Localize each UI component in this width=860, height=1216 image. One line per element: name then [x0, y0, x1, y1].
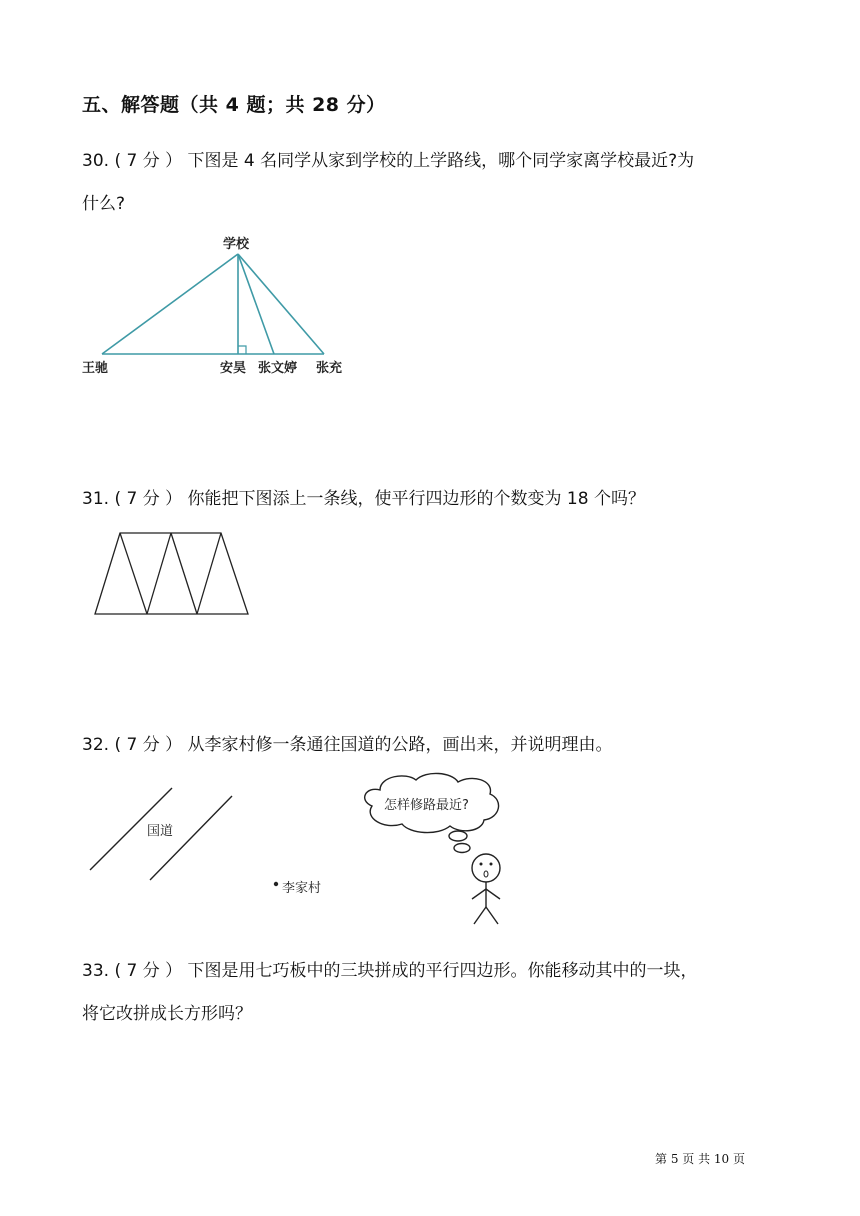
question-32-line1: 32. ( 7 分 ） 从李家村修一条通往国道的公路，画出来，并说明理由。: [82, 735, 613, 755]
question-33-line2: 将它改拼成长方形吗？: [82, 1004, 252, 1024]
question-31-line1: 31. ( 7 分 ） 你能把下图添上一条线，使平行四边形的个数变为 18 个吗？: [82, 489, 645, 509]
question-30-line1: 30. ( 7 分 ） 下图是 4 名同学从家到学校的上学路线，哪个同学家离学校最近?为: [82, 151, 695, 171]
stick-figure-eye-right: [490, 863, 493, 866]
section-title: 五、解答题（共 4 题；共 28 分）: [82, 94, 386, 116]
question-30-figure: [80, 232, 350, 377]
thought-text: 怎样修路最近?: [384, 798, 469, 813]
stick-figure-eye-left: [480, 863, 483, 866]
stick-figure-leg-right: [486, 907, 498, 924]
thought-bubble-2: [454, 844, 470, 853]
village-dot: [274, 882, 278, 886]
stick-figure-mouth: [484, 871, 488, 877]
village-label: 李家村: [282, 881, 322, 896]
road-label: 国道: [147, 824, 174, 839]
thought-bubble-1: [449, 831, 467, 841]
school-label: 学校: [223, 237, 250, 252]
question-31-figure: [80, 522, 265, 627]
page-footer: 第 5 页 共 10 页: [655, 1152, 745, 1166]
stick-figure-head: [472, 854, 500, 882]
label-anhao: 安昊: [220, 361, 247, 376]
stick-figure-leg-left: [474, 907, 486, 924]
label-zhangwenting: 张文婷: [258, 361, 298, 376]
label-wangchi: 王驰: [82, 361, 109, 376]
label-zhangchong: 张充: [316, 361, 343, 376]
stick-figure-arm-left: [472, 889, 486, 899]
question-30-line2: 什么?: [82, 194, 126, 214]
question-32-figure: [80, 772, 540, 932]
stick-figure-arm-right: [486, 889, 500, 899]
question-33-line1: 33. ( 7 分 ） 下图是用七巧板中的三块拼成的平行四边形。你能移动其中的一块，: [82, 961, 698, 981]
